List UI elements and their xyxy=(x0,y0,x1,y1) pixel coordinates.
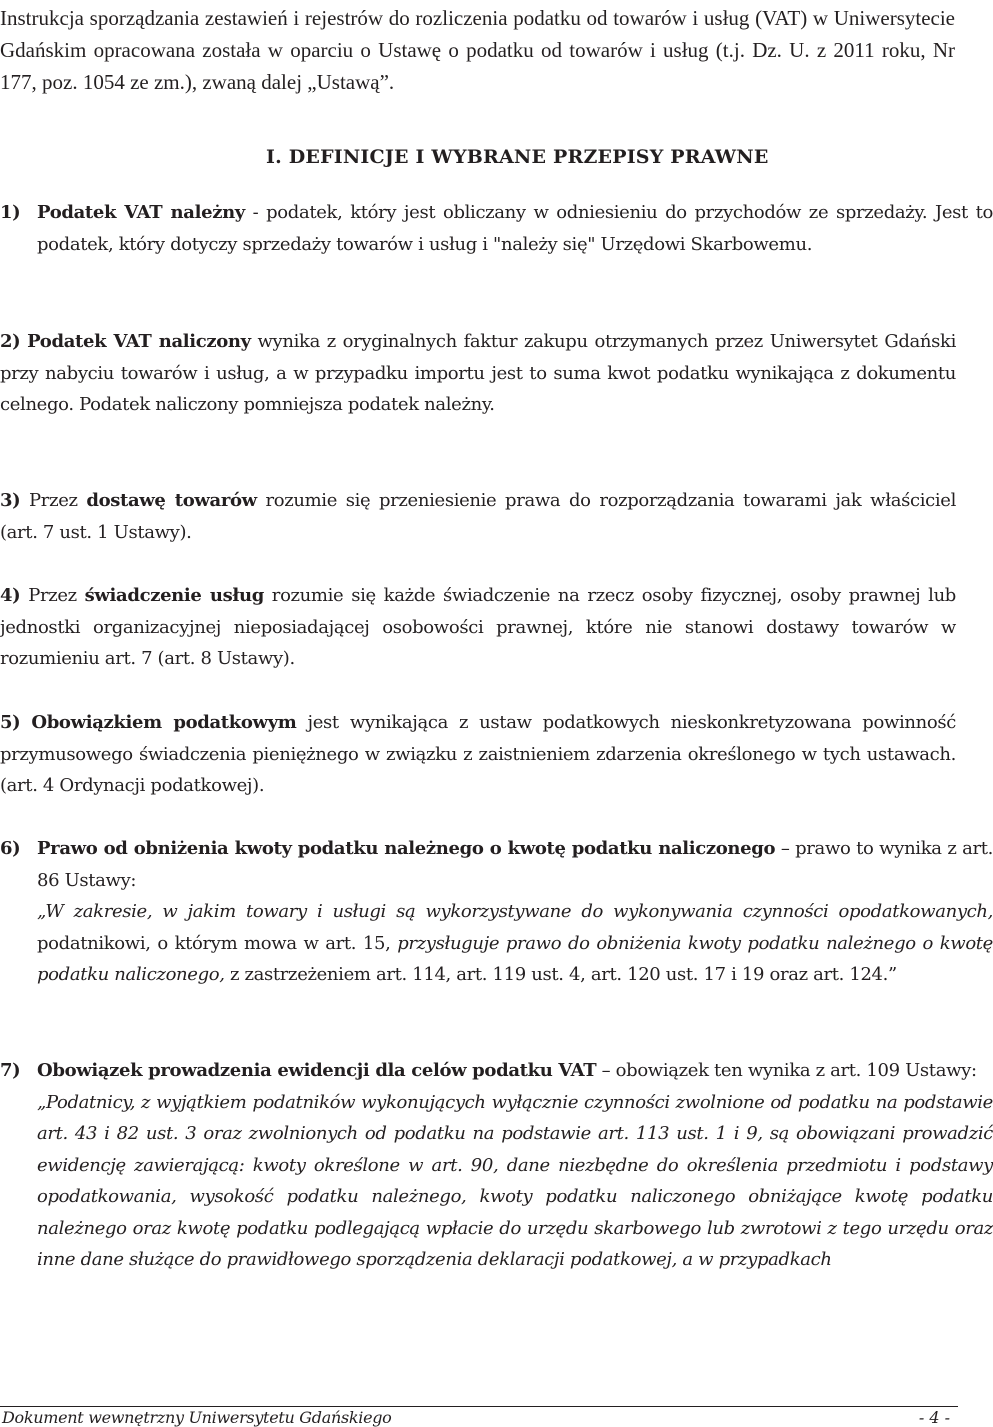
item-text: rozumie się przeniesienie prawa do rozporządzania towarami jak właściciel (art. 7 ust. 1 Ustawy). xyxy=(0,490,956,543)
item-number: 3) xyxy=(0,490,21,511)
item-number: 4) xyxy=(0,585,21,606)
footer-divider xyxy=(0,1406,958,1407)
item-term: Obowiązek prowadzenia ewidencji dla celów podatku VAT xyxy=(37,1060,597,1081)
item-text: rozumie się każde świadczenie na rzecz osoby fizycznej, osoby prawnej lub jednostki organizacyjnej nieposiadającej osobowości prawnej, które nie stanowi dostawy towarów w rozumieniu art. 7 (art. 8 Ustawy). xyxy=(0,585,956,669)
quote-part-italic: przysługuje prawo do obniżenia kwoty podatku należnego o kwotę podatku naliczonego, xyxy=(37,932,993,985)
item-pre: Przez xyxy=(29,490,87,511)
item-term: świadczenie usług xyxy=(84,585,264,606)
item-text: – obowiązek ten wynika z art. 109 Ustawy: xyxy=(596,1060,977,1081)
page-number: - 4 - xyxy=(918,1408,950,1427)
definition-item-6 xyxy=(0,833,993,991)
item-number: 5) xyxy=(0,712,21,733)
legal-quote: „Podatnicy, z wyjątkiem podatników wykonujących wyłącznie czynności zwolnione od podatku na podstawie art. 43 i 82 ust. 3 oraz zwolnionych od podatku na podstawie art. 113 ust. 1 i 9, są obowiązani prowadzić ewidencję zawierającą: kwoty określone w art. 90, dane niezbędne do określenia przedmiotu i podstawy opodatkowania, wysokość podatku należnego, kwoty podatku naliczonego obniżające kwotę podatku należnego oraz kwotę podatku podlegającą wpłacie do urzędu skarbowego lub zwrotowi z tego urzędu oraz inne dane służące do prawidłowego sporządzenia deklaracji podatkowej, a w przypadkach xyxy=(37,1091,993,1270)
item-number: 1) xyxy=(0,202,21,223)
item-term: Prawo od obniżenia kwoty podatku należnego o kwotę podatku naliczonego xyxy=(37,838,776,859)
definition-item-7 xyxy=(0,1055,993,1276)
section-heading: I. DEFINICJE I WYBRANE PRZEPISY PRAWNE xyxy=(266,146,769,168)
definition-item-3 xyxy=(0,485,956,548)
item-text: jest wynikająca z ustaw podatkowych nieskonkretyzowana powinność przymusowego świadczenia pieniężnego w związku z zaistnieniem zdarzenia określonego w tych ustawach. (art. 4 Ordynacji podatkowej). xyxy=(0,712,956,796)
intro-paragraph: Instrukcja sporządzania zestawień i rejestrów do rozliczenia podatku od towarów i usług (VAT) w Uniwersytecie Gdańskim opracowana została w oparciu o Ustawę o podatku od towarów i usług (t.j. Dz. U. z 2011 roku, Nr 177, poz. 1054 ze zm.), zwaną dalej „Ustawą”. xyxy=(0,6,955,94)
item-term: dostawę towarów xyxy=(86,490,257,511)
definition-item-2 xyxy=(0,326,956,421)
definition-item-1 xyxy=(0,197,993,260)
definition-item-5 xyxy=(0,707,956,802)
item-pre: Przez xyxy=(28,585,85,606)
item-number: 6) xyxy=(0,838,21,859)
item-term: Podatek VAT naliczony xyxy=(27,331,251,352)
item-term: Podatek VAT należny xyxy=(37,202,245,223)
legal-quote xyxy=(37,896,993,991)
item-text: - podatek, który jest obliczany w odniesieniu do przychodów ze sprzedaży. Jest to podatek, który dotyczy sprzedaży towarów i usług i "należy się" Urzędowi Skarbowemu. xyxy=(37,202,993,255)
quote-part: podatnikowi, o którym mowa w art. 15, xyxy=(37,932,398,954)
item-text: wynika z oryginalnych faktur zakupu otrzymanych przez Uniwersytet Gdański przy nabyciu towarów i usług, a w przypadku importu jest to suma kwot podatku wynikająca z dokumentu celnego. Podatek naliczony pomniejsza podatek należny. xyxy=(0,331,956,415)
item-text: – prawo to wynika z art. 86 Ustawy: xyxy=(37,838,993,891)
item-number: 7) xyxy=(0,1060,21,1081)
quote-part-italic: „W zakresie, w jakim towary i usługi są wykorzystywane do wykonywania czynności opodatkowanych, xyxy=(37,901,993,922)
quote-part: z zastrzeżeniem art. 114, art. 119 ust. 4, art. 120 ust. 17 i 19 oraz art. 124.” xyxy=(224,964,897,985)
item-number: 2) xyxy=(0,331,21,352)
definition-item-4 xyxy=(0,580,956,675)
footer-document-label: Dokument wewnętrzny Uniwersytetu Gdańskiego xyxy=(2,1408,392,1427)
item-term: Obowiązkiem podatkowym xyxy=(31,712,297,733)
